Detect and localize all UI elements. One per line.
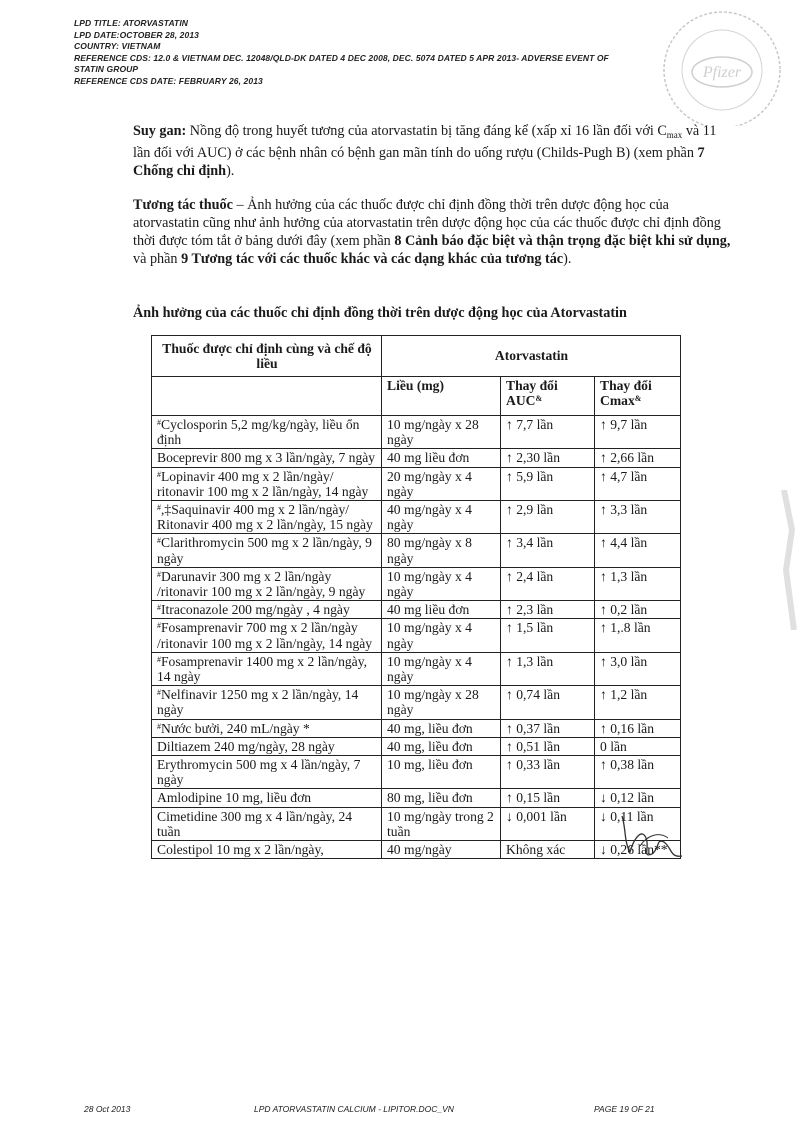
auc-change-cell: ↑ 2,30 lần (501, 449, 595, 467)
cmax-change-cell: 0 lần (595, 737, 681, 755)
cmax-change-cell: ↑ 0,2 lần (595, 601, 681, 619)
auc-change-cell: ↑ 1,3 lần (501, 652, 595, 685)
table-row (152, 652, 681, 685)
auc-change-cell: ↑ 2,9 lần (501, 501, 595, 534)
auc-change-cell: ↑ 2,3 lần (501, 601, 595, 619)
cmax-change-cell: ↑ 3,0 lần (595, 652, 681, 685)
table-title: Ảnh hưởng của các thuốc chỉ định đồng thời trên dược động học của Atorvastatin (133, 305, 627, 321)
table-row (152, 567, 681, 600)
header-line: COUNTRY: VIETNAM (74, 41, 161, 51)
dose-cell: 10 mg/ngày x 4 ngày (382, 567, 501, 600)
table-row (152, 619, 681, 652)
auc-change-cell: ↑ 7,7 lần (501, 416, 595, 449)
table-row (152, 719, 681, 737)
header-line: REFERENCE CDS: 12.0 & VIETNAM DEC. 12048/QLD-DK DATED 4 DEC 2008, DEC. 5074 DATED 5 APR 2013- ADVERSE EVENT OF (74, 52, 609, 63)
empty-header-cell (152, 377, 382, 416)
header-line: STATIN GROUP (74, 64, 139, 74)
footer-page: PAGE 19 OF 21 (594, 1104, 655, 1114)
interaction-table (151, 335, 681, 859)
footer-date: 28 Oct 2013 (84, 1104, 131, 1114)
table-row (152, 501, 681, 534)
table-row (152, 534, 681, 567)
dose-cell: 10 mg/ngày x 4 ngày (382, 652, 501, 685)
table-row (152, 416, 681, 449)
dose-cell: 10 mg/ngày x 28 ngày (382, 416, 501, 449)
footer-document: LPD ATORVASTATIN CALCIUM - LIPITOR.DOC_VN (254, 1104, 454, 1114)
cmax-header: Thay đổi Cmax& (595, 377, 681, 416)
stamp-logo: Pfizer (702, 64, 742, 81)
auc-change-cell: ↑ 1,5 lần (501, 619, 595, 652)
dose-cell: 20 mg/ngày x 4 ngày (382, 467, 501, 500)
table-row (152, 841, 681, 859)
drug-cell: #Lopinavir 400 mg x 2 lần/ngày/ ritonavir 100 mg x 2 lần/ngày, 14 ngày (152, 467, 382, 500)
drug-cell: Diltiazem 240 mg/ngày, 28 ngày (152, 737, 382, 755)
dose-cell: 10 mg/ngày x 28 ngày (382, 686, 501, 719)
cmax-change-cell: ↓ 0,12 lần (595, 789, 681, 807)
cmax-change-cell: ↑ 4,7 lần (595, 467, 681, 500)
table-row (152, 686, 681, 719)
cmax-change-cell: ↑ 0,16 lần (595, 719, 681, 737)
cmax-change-cell: ↑ 0,38 lần (595, 756, 681, 789)
table-row (152, 467, 681, 500)
cmax-change-cell: ↓ 0,26 lần** (595, 841, 681, 859)
auc-header: Thay đổi AUC& (501, 377, 595, 416)
drug-cell: #Nelfinavir 1250 mg x 2 lần/ngày, 14 ngày (152, 686, 382, 719)
header-line: LPD DATE:OCTOBER 28, 2013 (74, 29, 199, 40)
cmax-change-cell: ↑ 1,2 lần (595, 686, 681, 719)
dose-cell: 40 mg liều đơn (382, 449, 501, 467)
table-row (152, 449, 681, 467)
drug-cell: #Cyclosporin 5,2 mg/kg/ngày, liều ổn định (152, 416, 382, 449)
margin-mark (780, 490, 800, 630)
dose-cell: 80 mg, liều đơn (382, 789, 501, 807)
table-row (152, 737, 681, 755)
col-drug-header: Thuốc được chỉ định cùng và chế độ liều (152, 336, 382, 377)
auc-change-cell: ↓ 0,001 lần (501, 807, 595, 840)
drug-cell: #Fosamprenavir 1400 mg x 2 lần/ngày, 14 ngày (152, 652, 382, 685)
drug-cell: #Itraconazole 200 mg/ngày , 4 ngày (152, 601, 382, 619)
auc-change-cell: ↑ 0,74 lần (501, 686, 595, 719)
paragraph-liver-impairment: Suy gan: Nồng độ trong huyết tương của atorvastatin bị tăng đáng kể (xấp xỉ 16 lần đối với $C_{max}$ và 11 lần đối với AUC) ở các bệnh nhân có bệnh gan mãn tính do uống rượu (Childs-Pugh B) (xem phần 7 Chống chỉ định). (133, 123, 717, 179)
drug-cell: Boceprevir 800 mg x 3 lần/ngày, 7 ngày (152, 449, 382, 467)
auc-change-cell: ↑ 3,4 lần (501, 534, 595, 567)
dose-header: Liều (mg) (382, 377, 501, 416)
auc-change-cell: ↑ 0,37 lần (501, 719, 595, 737)
company-stamp (622, 8, 782, 126)
cmax-change-cell: ↑ 3,3 lần (595, 501, 681, 534)
dose-cell: 40 mg/ngày (382, 841, 501, 859)
document-header (74, 18, 609, 87)
drug-cell: Colestipol 10 mg x 2 lần/ngày, (152, 841, 382, 859)
atorvastatin-header: Atorvastatin (382, 336, 681, 377)
cmax-change-cell: ↑ 1,3 lần (595, 567, 681, 600)
dose-cell: 10 mg/ngày x 4 ngày (382, 619, 501, 652)
dose-cell: 40 mg, liều đơn (382, 737, 501, 755)
table-row (152, 807, 681, 840)
auc-change-cell: ↑ 0,33 lần (501, 756, 595, 789)
header-line: LPD TITLE: ATORVASTATIN (74, 18, 189, 28)
cmax-change-cell: ↑ 9,7 lần (595, 416, 681, 449)
dose-cell: 80 mg/ngày x 8 ngày (382, 534, 501, 567)
cmax-change-cell: ↓ 0,11 lần (595, 807, 681, 840)
drug-cell: Cimetidine 300 mg x 4 lần/ngày, 24 tuần (152, 807, 382, 840)
dose-cell: 40 mg liều đơn (382, 601, 501, 619)
drug-cell: #Fosamprenavir 700 mg x 2 lần/ngày /ritonavir 100 mg x 2 lần/ngày, 14 ngày (152, 619, 382, 652)
drug-cell: #Clarithromycin 500 mg x 2 lần/ngày, 9 ngày (152, 534, 382, 567)
cmax-change-cell: ↑ 2,66 lần (595, 449, 681, 467)
auc-change-cell: ↑ 0,15 lần (501, 789, 595, 807)
drug-cell: #Nước bưởi, 240 mL/ngày * (152, 719, 382, 737)
handwritten-signature (612, 808, 692, 868)
table-row (152, 789, 681, 807)
dose-cell: 40 mg/ngày x 4 ngày (382, 501, 501, 534)
table-row (152, 756, 681, 789)
drug-cell: #,‡Saquinavir 400 mg x 2 lần/ngày/ Ritonavir 400 mg x 2 lần/ngày, 15 ngày (152, 501, 382, 534)
drug-cell: #Darunavir 300 mg x 2 lần/ngày /ritonavir 100 mg x 2 lần/ngày, 9 ngày (152, 567, 382, 600)
dose-cell: 10 mg, liều đơn (382, 756, 501, 789)
dose-cell: 10 mg/ngày trong 2 tuần (382, 807, 501, 840)
auc-change-cell: ↑ 0,51 lần (501, 737, 595, 755)
auc-change-cell: ↑ 5,9 lần (501, 467, 595, 500)
cmax-change-cell: ↑ 4,4 lần (595, 534, 681, 567)
auc-change-cell: ↑ 2,4 lần (501, 567, 595, 600)
dose-cell: 40 mg, liều đơn (382, 719, 501, 737)
paragraph-drug-interactions: Tương tác thuốc – Ảnh hưởng của các thuốc được chỉ định đồng thời trên dược động học của atorvastatin cũng như ảnh hưởng của atorvastatin trên dược động học của các thuốc được chỉ định đồng thời được tóm tắt ở bảng dưới đây (xem phần 8 Cảnh báo đặc biệt và thận trọng đặc biệt khi sử dụng, và phần 9 Tương tác với các thuốc khác và các dạng khác của tương tác). (133, 197, 731, 267)
drug-cell: Erythromycin 500 mg x 4 lần/ngày, 7 ngày (152, 756, 382, 789)
table-row (152, 601, 681, 619)
header-line: REFERENCE CDS DATE: FEBRUARY 26, 2013 (74, 75, 263, 86)
cmax-change-cell: ↑ 1,.8 lần (595, 619, 681, 652)
drug-cell: Amlodipine 10 mg, liều đơn (152, 789, 382, 807)
auc-change-cell: Không xác (501, 841, 595, 859)
